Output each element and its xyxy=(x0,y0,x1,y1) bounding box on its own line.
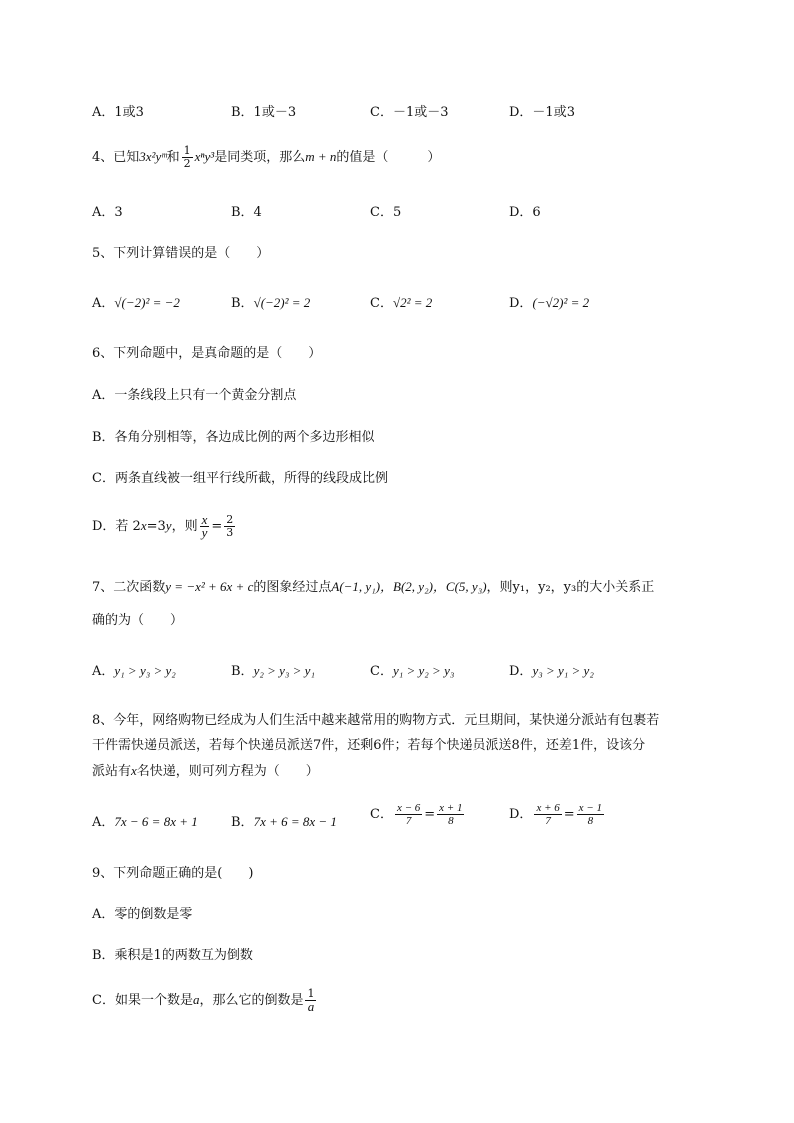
q4-option-b: B．4 xyxy=(231,205,262,220)
q9-option-b: B．乘积是1的两数互为倒数 xyxy=(92,948,253,963)
q4-option-c: C．5 xyxy=(370,205,402,220)
q6-option-d: D．若 2x=3y，则 $\frac{x}{y}$ = $\frac{2}{3}$ xyxy=(92,512,234,540)
q8-option-c: C． $\frac{x - 6}{7}$ = $\frac{x + 1}{8}$ xyxy=(370,802,463,827)
q5-option-d: D．(−√2)² = 2 xyxy=(509,295,590,311)
q9-stem: 9、下列命题正确的是( ) xyxy=(92,866,254,881)
q6-option-c: C．两条直线被一组平行线所截，所得的线段成比例 xyxy=(92,471,388,486)
q5-option-a: A．√(−2)² = −2 xyxy=(92,295,180,311)
q3-option-a: A．1或3 xyxy=(92,105,144,120)
q4-option-a: A．3 xyxy=(92,205,123,220)
q7-option-d: D．y₃ > y₁ > y₂ xyxy=(509,663,594,679)
q4-option-d: D．6 xyxy=(509,205,541,220)
q3-option-b: B．1或－3 xyxy=(231,105,297,120)
q8-stem-line2: 干件需快递员派送，若每个快递员派送7件，还剩6件；若每个快递员派送8件，还差1件，设该分 xyxy=(92,738,646,753)
q3-option-c: C．－1或－3 xyxy=(370,105,449,120)
q7-option-a: A．y₁ > y₃ > y₂ xyxy=(92,663,176,679)
q7-option-c: C．y₁ > y₂ > y₃ xyxy=(370,663,455,679)
q5-stem: 5、下列计算错误的是（ ） xyxy=(92,246,270,261)
q7-option-b: B．y₂ > y₃ > y₁ xyxy=(231,663,315,679)
q8-option-d: D． $\frac{x + 6}{7}$ = $\frac{x - 1}{8}$ xyxy=(509,802,602,827)
q6-stem: 6、下列命题中，是真命题的是（ ） xyxy=(92,346,322,361)
q8-stem-line1: 8、今年，网络购物已经成为人们生活中越来越常用的购物方式．元旦期间，某快递分派站有包裹若 xyxy=(92,713,660,728)
q8-option-a: A．7x − 6 = 8x + 1 xyxy=(92,814,198,830)
q9-option-a: A．零的倒数是零 xyxy=(92,907,193,922)
q6-option-b: B．各角分别相等，各边成比例的两个多边形相似 xyxy=(92,430,375,445)
q8-stem-line3: 派站有x名快递，则可列方程为（ ） xyxy=(92,763,319,779)
q5-option-c: C．√2² = 2 xyxy=(370,295,433,311)
q7-stem-line2: 确的为（ ） xyxy=(92,613,184,628)
q3-option-d: D．－1或3 xyxy=(509,105,575,120)
q4-stem: 4、已知3x²yᵐ和 $\frac{1}{2}$ xⁿy³是同类项，那么m + n的值是（ ） xyxy=(92,144,441,170)
q6-option-a: A．一条线段上只有一个黄金分割点 xyxy=(92,388,297,403)
q8-option-b: B．7x + 6 = 8x − 1 xyxy=(231,814,337,830)
q9-option-c: C．如果一个数是a，那么它的倒数是 $\frac{1}{a}$ xyxy=(92,987,315,1014)
q5-option-b: B．√(−2)² = 2 xyxy=(231,295,311,311)
q7-stem-line1: 7、二次函数y = −x² + 6x + c的图象经过点A(−1, y₁)，B(2, y₂)，C(5, y₃)，则y₁，y₂，y₃的大小关系正 xyxy=(92,579,655,595)
